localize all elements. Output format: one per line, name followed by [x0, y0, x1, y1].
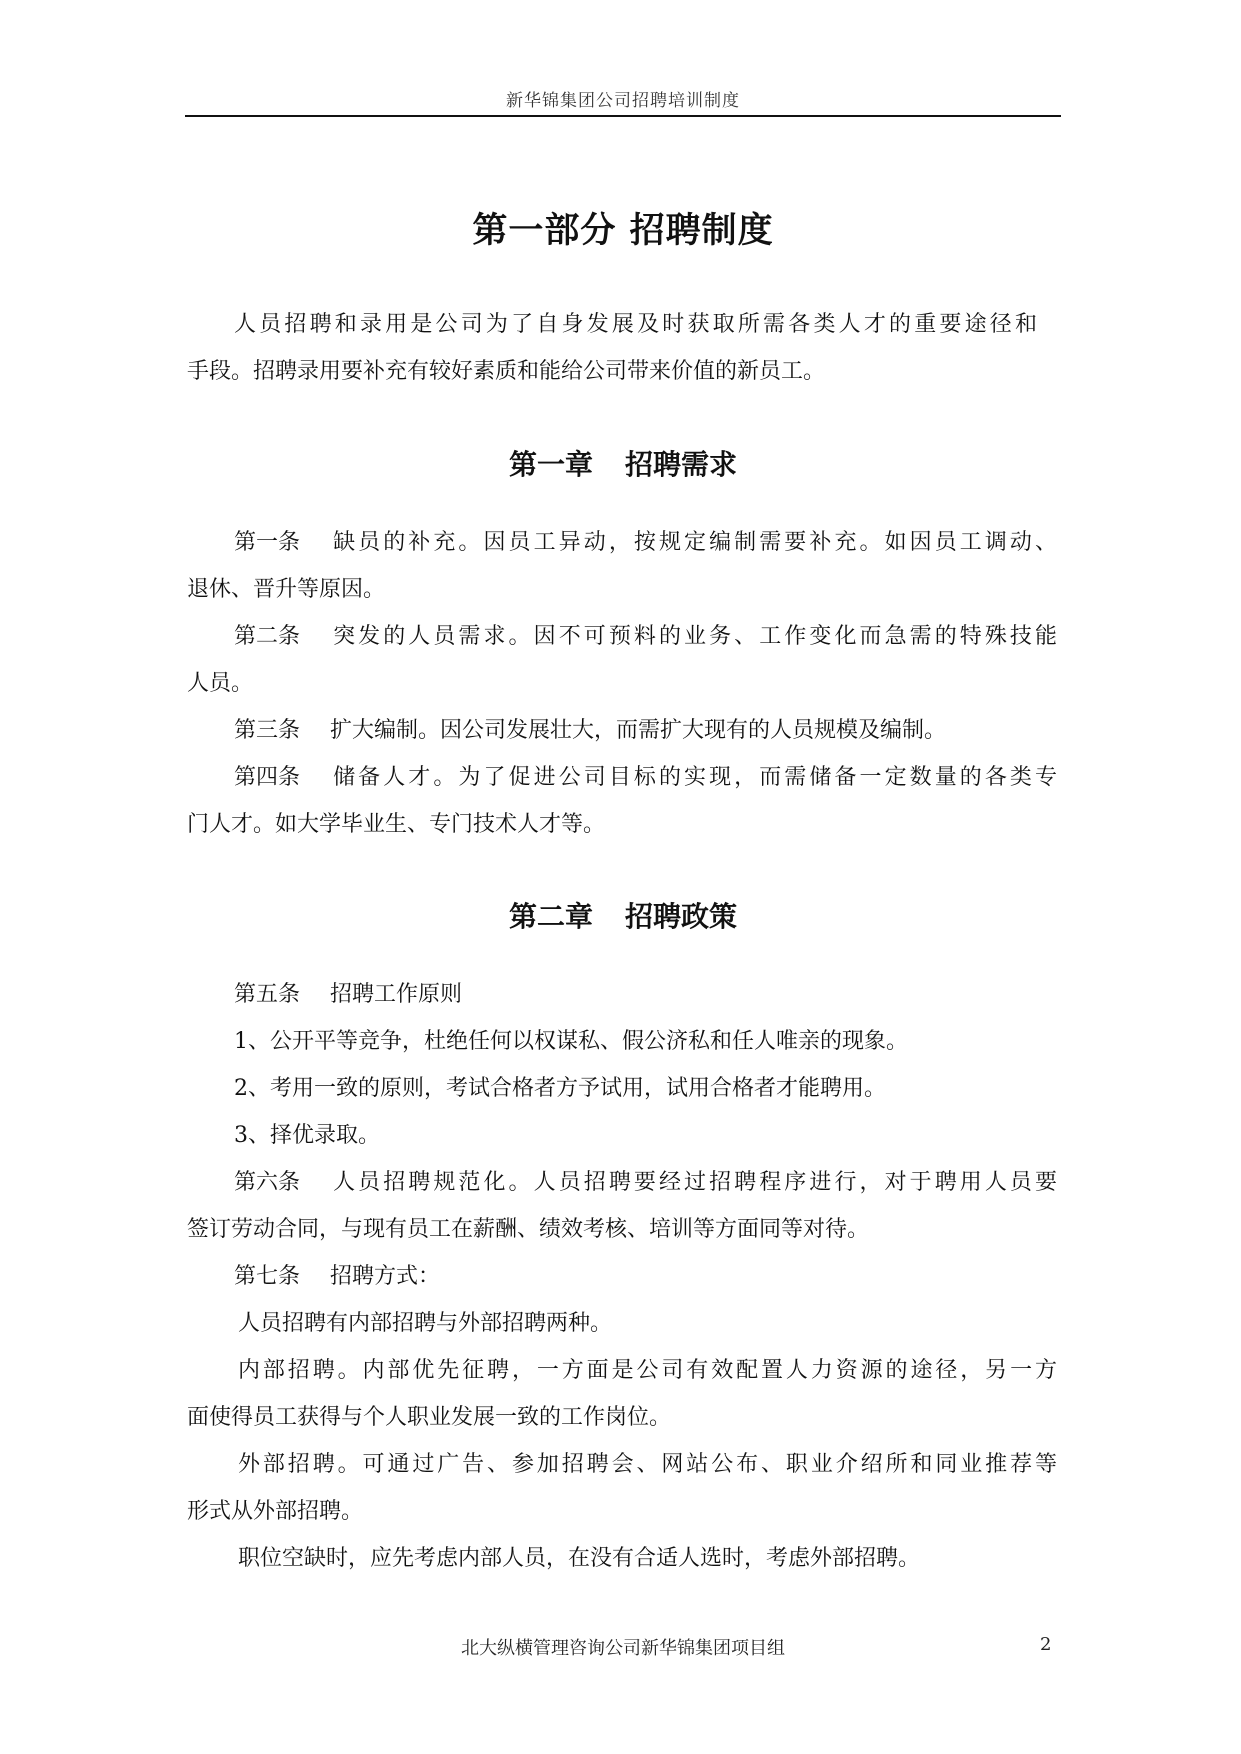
- article-1-number: 第一条: [234, 530, 301, 555]
- article-7-para-3-line-2: 形式从外部招聘。: [187, 1499, 364, 1524]
- article-7-para-2-line-2: 面使得员工获得与个人职业发展一致的工作岗位。: [187, 1405, 672, 1430]
- article-4-text: 储备人才。为了促进公司目标的实现，而需储备一定数量的各类专: [330, 765, 1057, 790]
- article-2-number: 第二条: [234, 624, 301, 649]
- article-6-line-2: 签订劳动合同，与现有员工在薪酬、绩效考核、培训等方面同等对待。: [187, 1217, 870, 1242]
- article-5-text: 招聘工作原则: [330, 982, 463, 1007]
- part-title: 第一部分 招聘制度: [472, 210, 774, 251]
- article-4-line-2: 门人才。如大学毕业生、专门技术人才等。: [187, 812, 606, 837]
- article-7-number: 第七条: [234, 1264, 301, 1289]
- page-number: 2: [1040, 1634, 1052, 1655]
- chapter-2-name: 招聘政策: [625, 900, 738, 933]
- article-7-para-1: 人员招聘有内部招聘与外部招聘两种。: [238, 1311, 613, 1336]
- article-5-item-3: 3、择优录取。: [234, 1123, 380, 1148]
- article-7-para-4: 职位空缺时，应先考虑内部人员，在没有合适人选时，考虑外部招聘。: [238, 1546, 921, 1571]
- chapter-1-name: 招聘需求: [625, 448, 738, 481]
- article-1-text: 缺员的补充。因员工异动，按规定编制需要补充。如因员工调动、: [330, 530, 1057, 555]
- article-5-number: 第五条: [234, 982, 301, 1007]
- running-footer: 北大纵横管理咨询公司新华锦集团项目组: [461, 1638, 785, 1659]
- article-6-text: 人员招聘规范化。人员招聘要经过招聘程序进行，对于聘用人员要: [330, 1170, 1057, 1195]
- article-4-line-1: [234, 763, 1057, 793]
- article-7-text: 招聘方式：: [330, 1264, 441, 1289]
- article-5-item-2: 2、考用一致的原则，考试合格者方予试用，试用合格者才能聘用。: [234, 1076, 886, 1101]
- header-rule: [185, 115, 1061, 117]
- article-7-para-2-line-1: 内部招聘。内部优先征聘，一方面是公司有效配置人力资源的途径，另一方: [238, 1358, 1057, 1383]
- article-7-para-3-line-1: 外部招聘。可通过广告、参加招聘会、网站公布、职业介绍所和同业推荐等: [238, 1452, 1057, 1477]
- article-6-number: 第六条: [234, 1170, 301, 1195]
- article-3-line-1: [234, 716, 946, 746]
- article-5-item-1: 1、公开平等竞争，杜绝任何以权谋私、假公济私和任人唯亲的现象。: [234, 1029, 908, 1054]
- article-3-text: 扩大编制。因公司发展壮大，而需扩大现有的人员规模及编制。: [330, 718, 947, 743]
- chapter-1-title: [185, 443, 1061, 483]
- article-3-number: 第三条: [234, 718, 301, 743]
- article-2-line-2: 人员。: [187, 671, 254, 696]
- article-7-line: [234, 1262, 440, 1292]
- intro-line-1: 人员招聘和录用是公司为了自身发展及时获取所需各类人才的重要途径和: [234, 312, 1037, 337]
- running-header: 新华锦集团公司招聘培训制度: [506, 91, 740, 111]
- article-2-line-1: [234, 622, 1057, 652]
- chapter-2-number: 第二章: [508, 900, 593, 933]
- article-2-text: 突发的人员需求。因不可预料的业务、工作变化而急需的特殊技能: [330, 624, 1057, 649]
- chapter-2-title: [185, 895, 1061, 935]
- article-4-number: 第四条: [234, 765, 301, 790]
- article-5-line: [234, 980, 462, 1010]
- article-1-line-1: [234, 528, 1057, 558]
- chapter-1-number: 第一章: [508, 448, 593, 481]
- article-6-line-1: [234, 1168, 1057, 1198]
- intro-line-2: 手段。招聘录用要补充有较好素质和能给公司带来价值的新员工。: [187, 359, 826, 384]
- article-1-line-2: 退休、晋升等原因。: [187, 577, 386, 602]
